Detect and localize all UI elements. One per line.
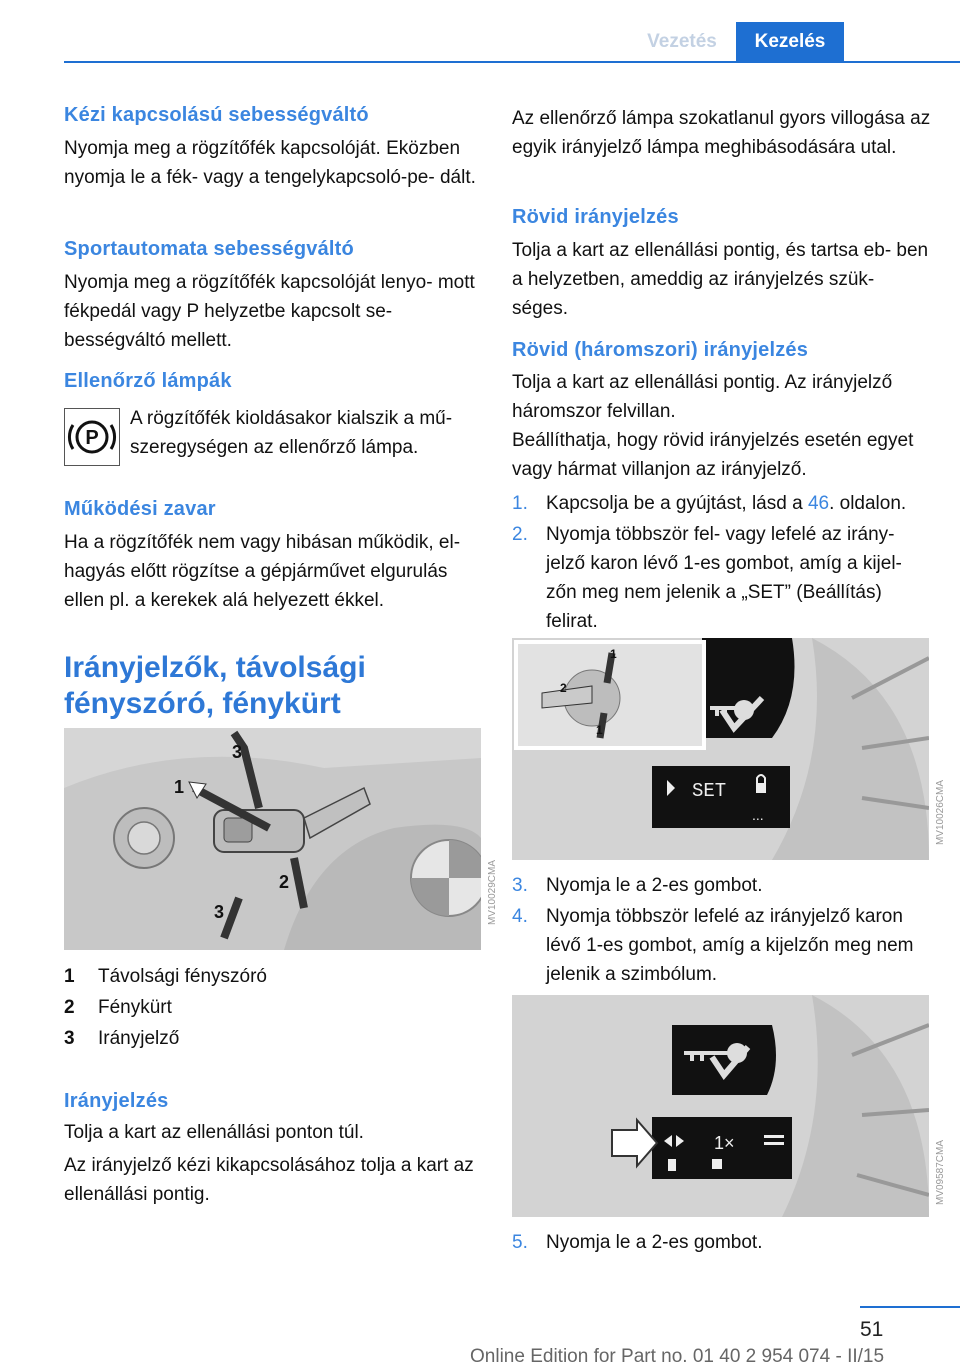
chapter-title: Irányjelzők, távolsági fényszóró, fénykürt — [64, 651, 366, 720]
step-text: Nyomja le a 2-es gombot. — [546, 1232, 763, 1253]
text-indicator-lamps: A rögzítőfék kioldásakor kialszik a mű‐ szeregységen az ellenőrző lámpa. — [130, 408, 453, 458]
edition-footer: Online Edition for Part no. 01 40 2 954 074 - II/15 — [470, 1346, 885, 1367]
heading-short-signal: Rövid irányjelzés — [512, 206, 679, 228]
step-text: Nyomja többször fel- vagy lefelé az irány‐ jelző karon lévő 1-es gombot, amíg a kijel‐ zőn meg nem jelenik a „SET” (Beállítás) felirat. — [546, 524, 902, 632]
tab-vezetes[interactable]: Vezetés — [647, 31, 717, 52]
header-rule — [64, 61, 960, 63]
svg-text:P: P — [85, 427, 99, 449]
step-number: 1. — [512, 493, 528, 514]
text-turn-signal-2: Az irányjelző kézi kikapcsolásához tolja a kart az ellenállási pontig. — [64, 1155, 474, 1205]
text-manual-gearbox: Nyomja meg a rögzítőfék kapcsolóját. Eközben nyomja le a fék- vagy a tengelykapcsoló-pe‐ dált. — [64, 138, 476, 188]
heading-indicator-lamps: Ellenőrző lámpák — [64, 370, 232, 392]
text-triple-signal-2: Beállíthatja, hogy rövid irányjelzés esetén egyet vagy hármat villanjon az irányjelző. — [512, 430, 914, 480]
text-sport-automatic: Nyomja meg a rögzítőfék kapcsolóját lenyo‐ mott fékpedál vagy P helyzetbe kapcsolt se‐ bességváltó mellett. — [64, 272, 475, 351]
page-number: 51 — [860, 1318, 884, 1341]
heading-turn-signal: Irányjelzés — [64, 1090, 169, 1112]
svg-text:1: 1 — [610, 647, 617, 661]
step-number: 2. — [512, 524, 528, 545]
legend-text: Fénykürt — [98, 997, 172, 1018]
figure-code: MV09587CMA — [935, 1140, 946, 1206]
svg-text:1: 1 — [174, 777, 185, 797]
figure-code: MV10029CMA — [487, 860, 498, 926]
svg-text:3: 3 — [214, 902, 225, 922]
footer-rule — [860, 1306, 960, 1308]
text-triple-signal-1: Tolja a kart az ellenállási pontig. Az irányjelző háromszor felvillan. — [512, 372, 893, 422]
svg-text:2: 2 — [560, 681, 567, 695]
legend-number: 1 — [64, 966, 75, 987]
step-text: Nyomja le a 2-es gombot. — [546, 875, 763, 896]
figure-code: MV10026CMA — [935, 780, 946, 846]
step-text: Nyomja többször lefelé az irányjelző karon lévő 1-es gombot, amíg a kijelzőn meg nem jelenik a szimbólum. — [546, 906, 914, 985]
legend-text: Irányjelző — [98, 1028, 180, 1049]
text-turn-signal-1: Tolja a kart az ellenállási ponton túl. — [64, 1122, 364, 1143]
step-text-part: . oldalon. — [829, 493, 907, 514]
heading-malfunction: Működési zavar — [64, 498, 216, 520]
text-malfunction: Ha a rögzítőfék nem vagy hibásan működik, el‐ hagyás előtt rögzítse a gépjárművet elgurulás ellen pl. a kerekek alá helyezett ékkel. — [64, 532, 461, 611]
heading-triple-signal: Rövid (háromszori) irányjelzés — [512, 339, 809, 361]
legend-text: Távolsági fényszóró — [98, 966, 267, 987]
text-fast-blinking: Az ellenőrző lámpa szokatlanul gyors villogása az egyik irányjelző lámpa meghibásodására utal. — [512, 108, 931, 158]
figure-turn-signal-lever — [64, 728, 481, 950]
svg-text:1: 1 — [596, 723, 603, 737]
legend-number: 2 — [64, 997, 75, 1018]
set-dots: ... — [752, 807, 764, 823]
svg-text:3: 3 — [232, 742, 243, 762]
text-short-signal: Tolja a kart az ellenállási pontig, és tartsa eb‐ ben a helyzetben, ameddig az irányjelzés szük‐ séges. — [512, 240, 929, 319]
page-link[interactable]: 46 — [807, 493, 830, 514]
set-label: SET — [692, 780, 727, 802]
legend-number: 3 — [64, 1028, 75, 1049]
step-text — [546, 489, 936, 518]
figure-symbol-display — [512, 995, 929, 1217]
svg-text:2: 2 — [279, 872, 290, 892]
tab-kezeles[interactable]: Kezelés — [736, 22, 844, 62]
step-number: 4. — [512, 906, 528, 927]
step-number: 5. — [512, 1232, 528, 1253]
heading-manual-gearbox: Kézi kapcsolású sebességváltó — [64, 104, 369, 126]
step-number: 3. — [512, 875, 528, 896]
step-text-part: Kapcsolja be a gyújtást, lásd a — [546, 493, 808, 514]
count-label: 1× — [714, 1133, 735, 1153]
heading-sport-automatic: Sportautomata sebességváltó — [64, 238, 354, 260]
figure-set-display — [512, 638, 929, 860]
parking-brake-icon — [64, 408, 120, 466]
